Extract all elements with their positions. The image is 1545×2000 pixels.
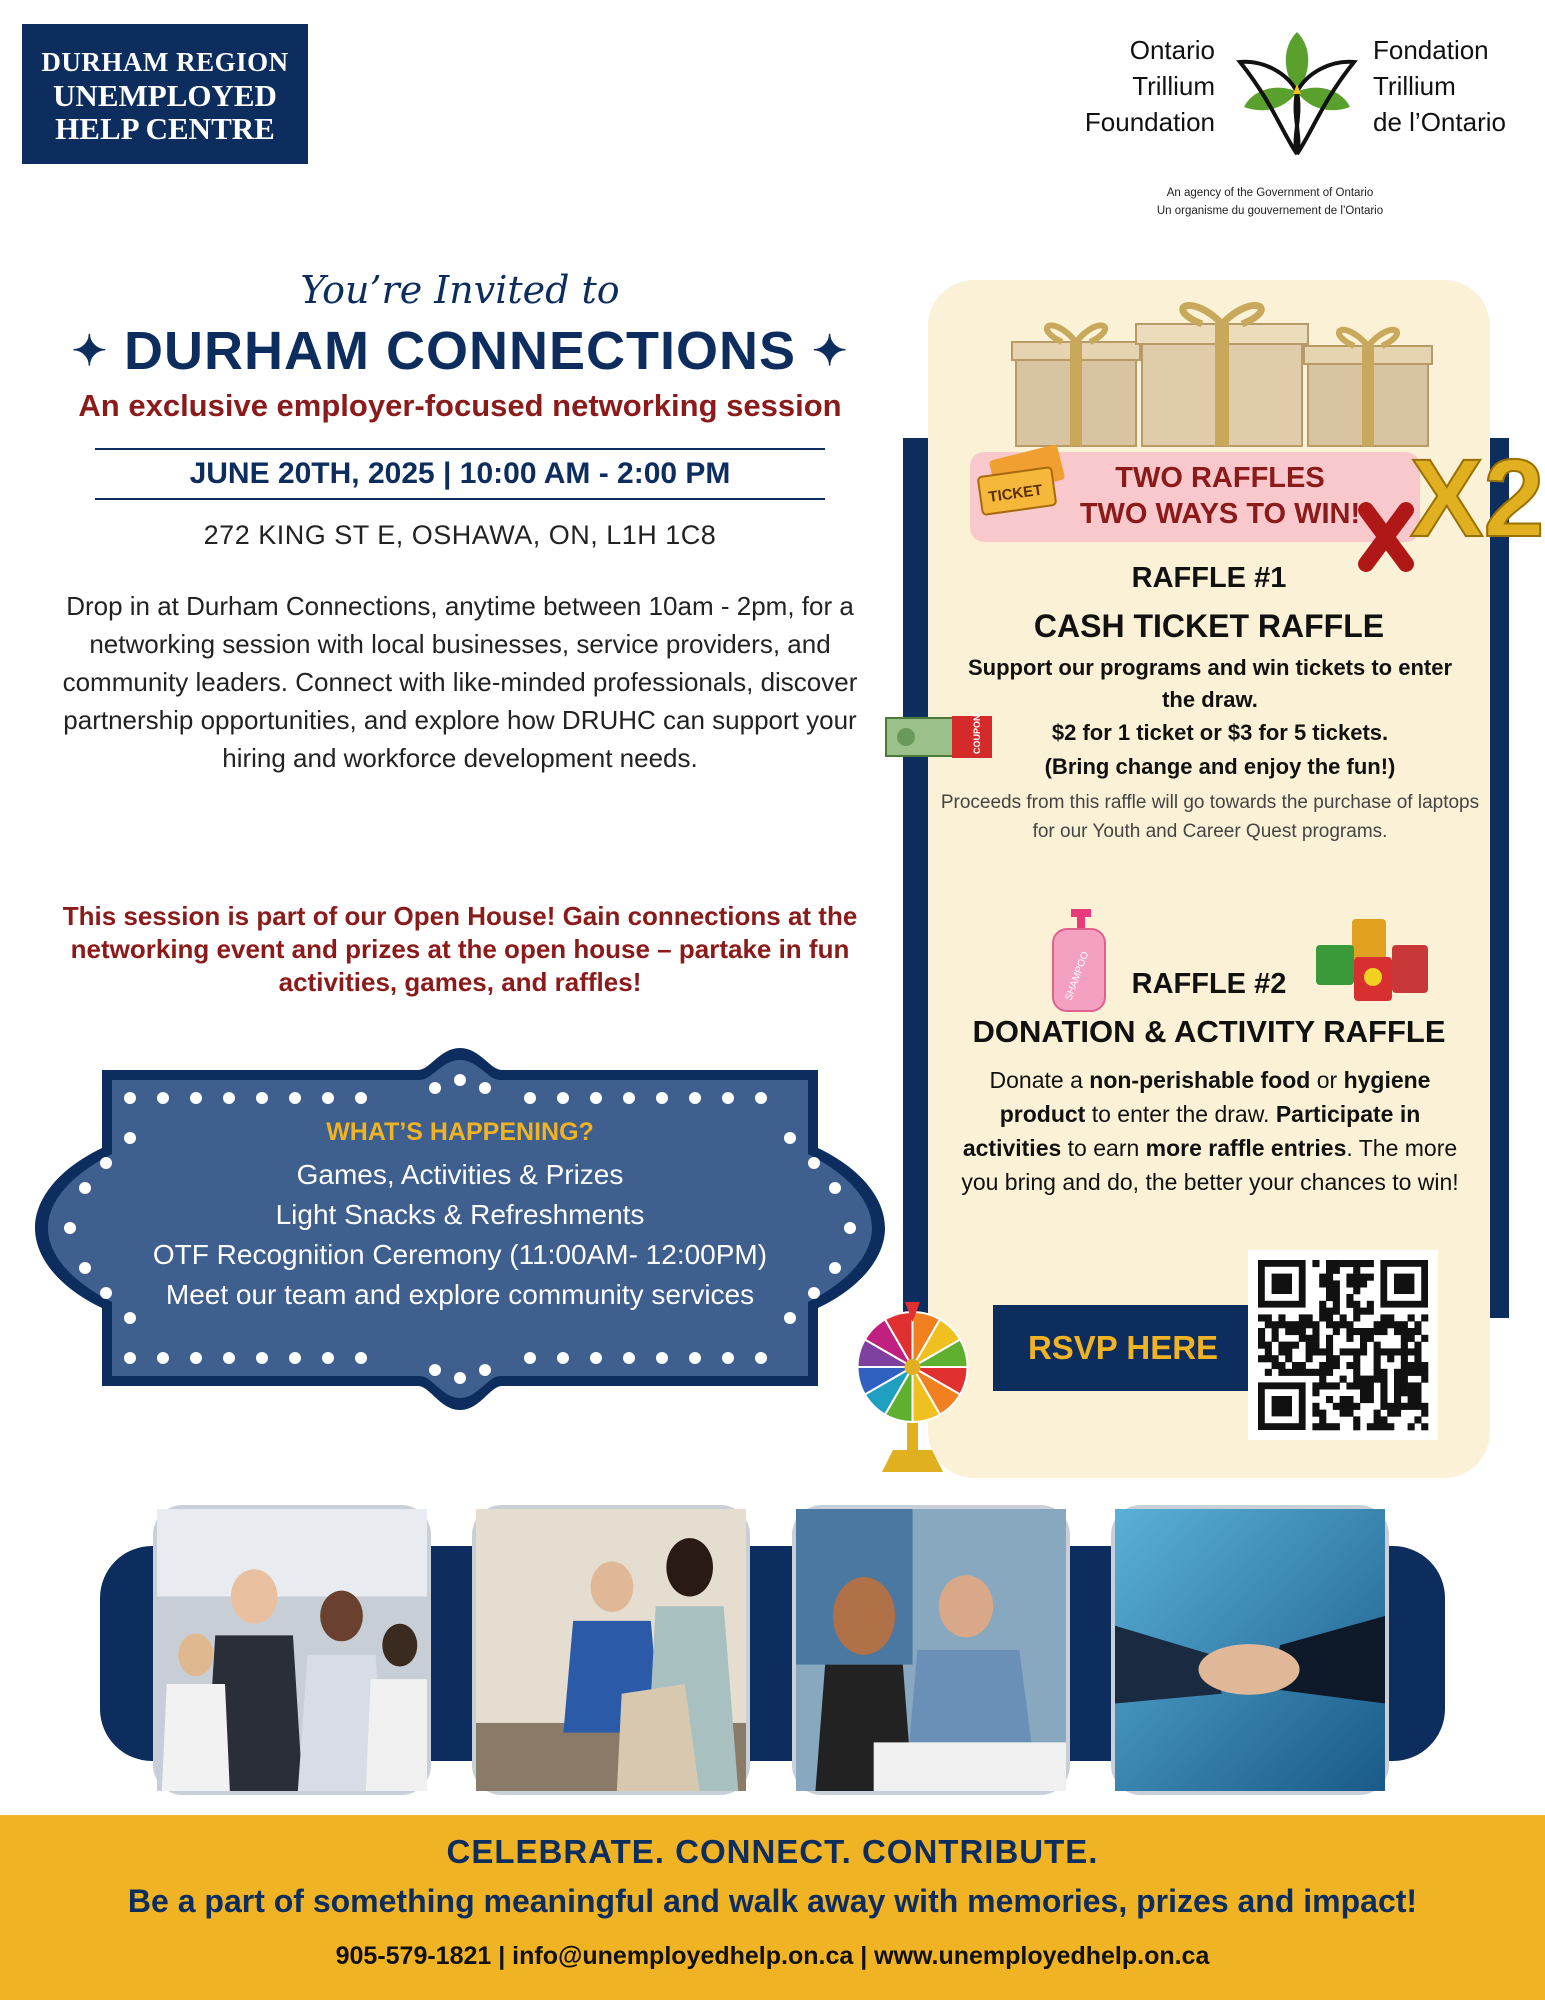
banner-line: TWO WAYS TO WIN! [1079,498,1361,530]
body-bold: hygiene product [999,1067,1431,1127]
otf-agency-fr: Un organisme du gouvernement de l’Ontario [1156,205,1384,217]
x2-label: X2 [1410,437,1545,560]
body-text: to earn [1061,1135,1146,1161]
body-text: or [1310,1067,1344,1093]
body-bold: Participate in activities [962,1101,1421,1161]
druhc-logo [22,24,308,164]
event-subtitle: An exclusive employer-focused networking session [78,388,842,423]
raffle-2-title: DONATION & ACTIVITY RAFFLE [972,1014,1446,1049]
happening-item: OTF Recognition Ceremony (11:00AM- 12:00PM) [152,1239,768,1270]
logo-line-3: HELP CENTRE [55,111,275,146]
raffle-1-support: Support our programs and win tickets to enter the draw. [967,655,1453,712]
otf-fr-line: de l’Ontario [1373,107,1506,137]
raffle-1-proceeds: Proceeds from this raffle will go towards the purchase of laptops for our Youth and Career Quest programs. [940,792,1480,842]
trillium-icon [1232,22,1362,162]
ticket-label: TICKET [987,481,1044,506]
gift-boxes-icon [1012,298,1432,448]
rsvp-qr-code[interactable] [1248,1250,1438,1440]
otf-agency-en: An agency of the Government of Ontario [1166,187,1374,199]
happening-item: Games, Activities & Prizes [296,1159,624,1190]
body-text: . The more you bring and do, the better your chances to win! [961,1135,1459,1195]
happening-heading: WHAT’S HAPPENING? [326,1118,594,1146]
shampoo-label: SHAMPOO [1063,950,1092,1003]
x2-icon [1362,437,1545,570]
invited-script: You’re Invited to [300,268,620,312]
otf-en-line: Ontario [1129,35,1215,65]
open-house-note: This session is part of our Open House! Gain connections at the networking event and prizes at the open house – partake in fun activities, games, and raffles! [62,901,858,997]
raffle-banner-text [1050,460,1390,532]
logo-line-2: UNEMPLOYED [53,78,277,113]
event-title-text: DURHAM CONNECTIONS [124,321,796,381]
body-text: to enter the draw. [1085,1101,1276,1127]
photo-networking-event [153,1505,431,1795]
otf-agency-note [1120,184,1420,220]
coupon-label: COUPON [972,714,982,754]
sparkle-icon: ✦ [812,327,849,374]
footer-tagline: Be a part of something meaningful and walk away with memories, prizes and impact! [127,1883,1418,1919]
event-intro: Drop in at Durham Connections, anytime between 10am - 2pm, for a networking session with local businesses, service providers, and community leaders. Connect with like-minded professionals, discover partnership opportunities, and explore how DRUHC can support your hiring and workforce development needs. [62,591,858,773]
logo-line-1: DURHAM REGION [41,47,289,77]
sparkle-icon: ✦ [71,327,108,374]
photo-staff-booth [472,1505,750,1795]
price-line: (Bring change and enjoy the fun!) [1044,754,1396,779]
body-text: Donate a [989,1067,1090,1093]
footer-contact: 905-579-1821 | info@unemployedhelp.on.ca | www.unemployedhelp.on.ca [335,1942,1210,1970]
raffle-1-number: RAFFLE #1 [1131,562,1287,594]
otf-en-line: Foundation [1084,107,1215,137]
event-address: 272 KING ST E, OSHAWA, ON, L1H 1C8 [203,520,717,550]
banner-line: TWO RAFFLES [1115,462,1325,494]
whats-happening [90,1118,830,1315]
price-line: $2 for 1 ticket or $3 for 5 tickets. [1051,720,1389,745]
raffle-2-body [955,1063,1465,1199]
footer-slogan: CELEBRATE. CONNECT. CONTRIBUTE. [446,1833,1099,1870]
otf-fr-line: Fondation [1373,35,1489,65]
otf-fr-line: Trillium [1373,71,1456,101]
otf-name-fr [1373,32,1543,140]
raffle-2-number: RAFFLE #2 [1131,968,1287,1000]
otf-name-en [1060,32,1215,140]
happening-item: Light Snacks & Refreshments [275,1199,645,1230]
event-date-time: JUNE 20TH, 2025 | 10:00 AM - 2:00 PM [95,448,825,500]
raffle-1-title: CASH TICKET RAFFLE [1033,608,1385,644]
photo-signup-table [792,1505,1070,1795]
happening-item: Meet our team and explore community services [165,1279,755,1310]
raffle-1-price [965,716,1475,784]
prize-wheel-icon [845,1300,980,1475]
rsvp-button[interactable]: RSVP HERE [993,1305,1253,1391]
body-bold: more raffle entries [1145,1135,1347,1161]
otf-en-line: Trillium [1132,71,1215,101]
body-bold: non-perishable food [1089,1067,1311,1093]
photo-handshake [1111,1505,1389,1795]
event-title [0,320,920,382]
